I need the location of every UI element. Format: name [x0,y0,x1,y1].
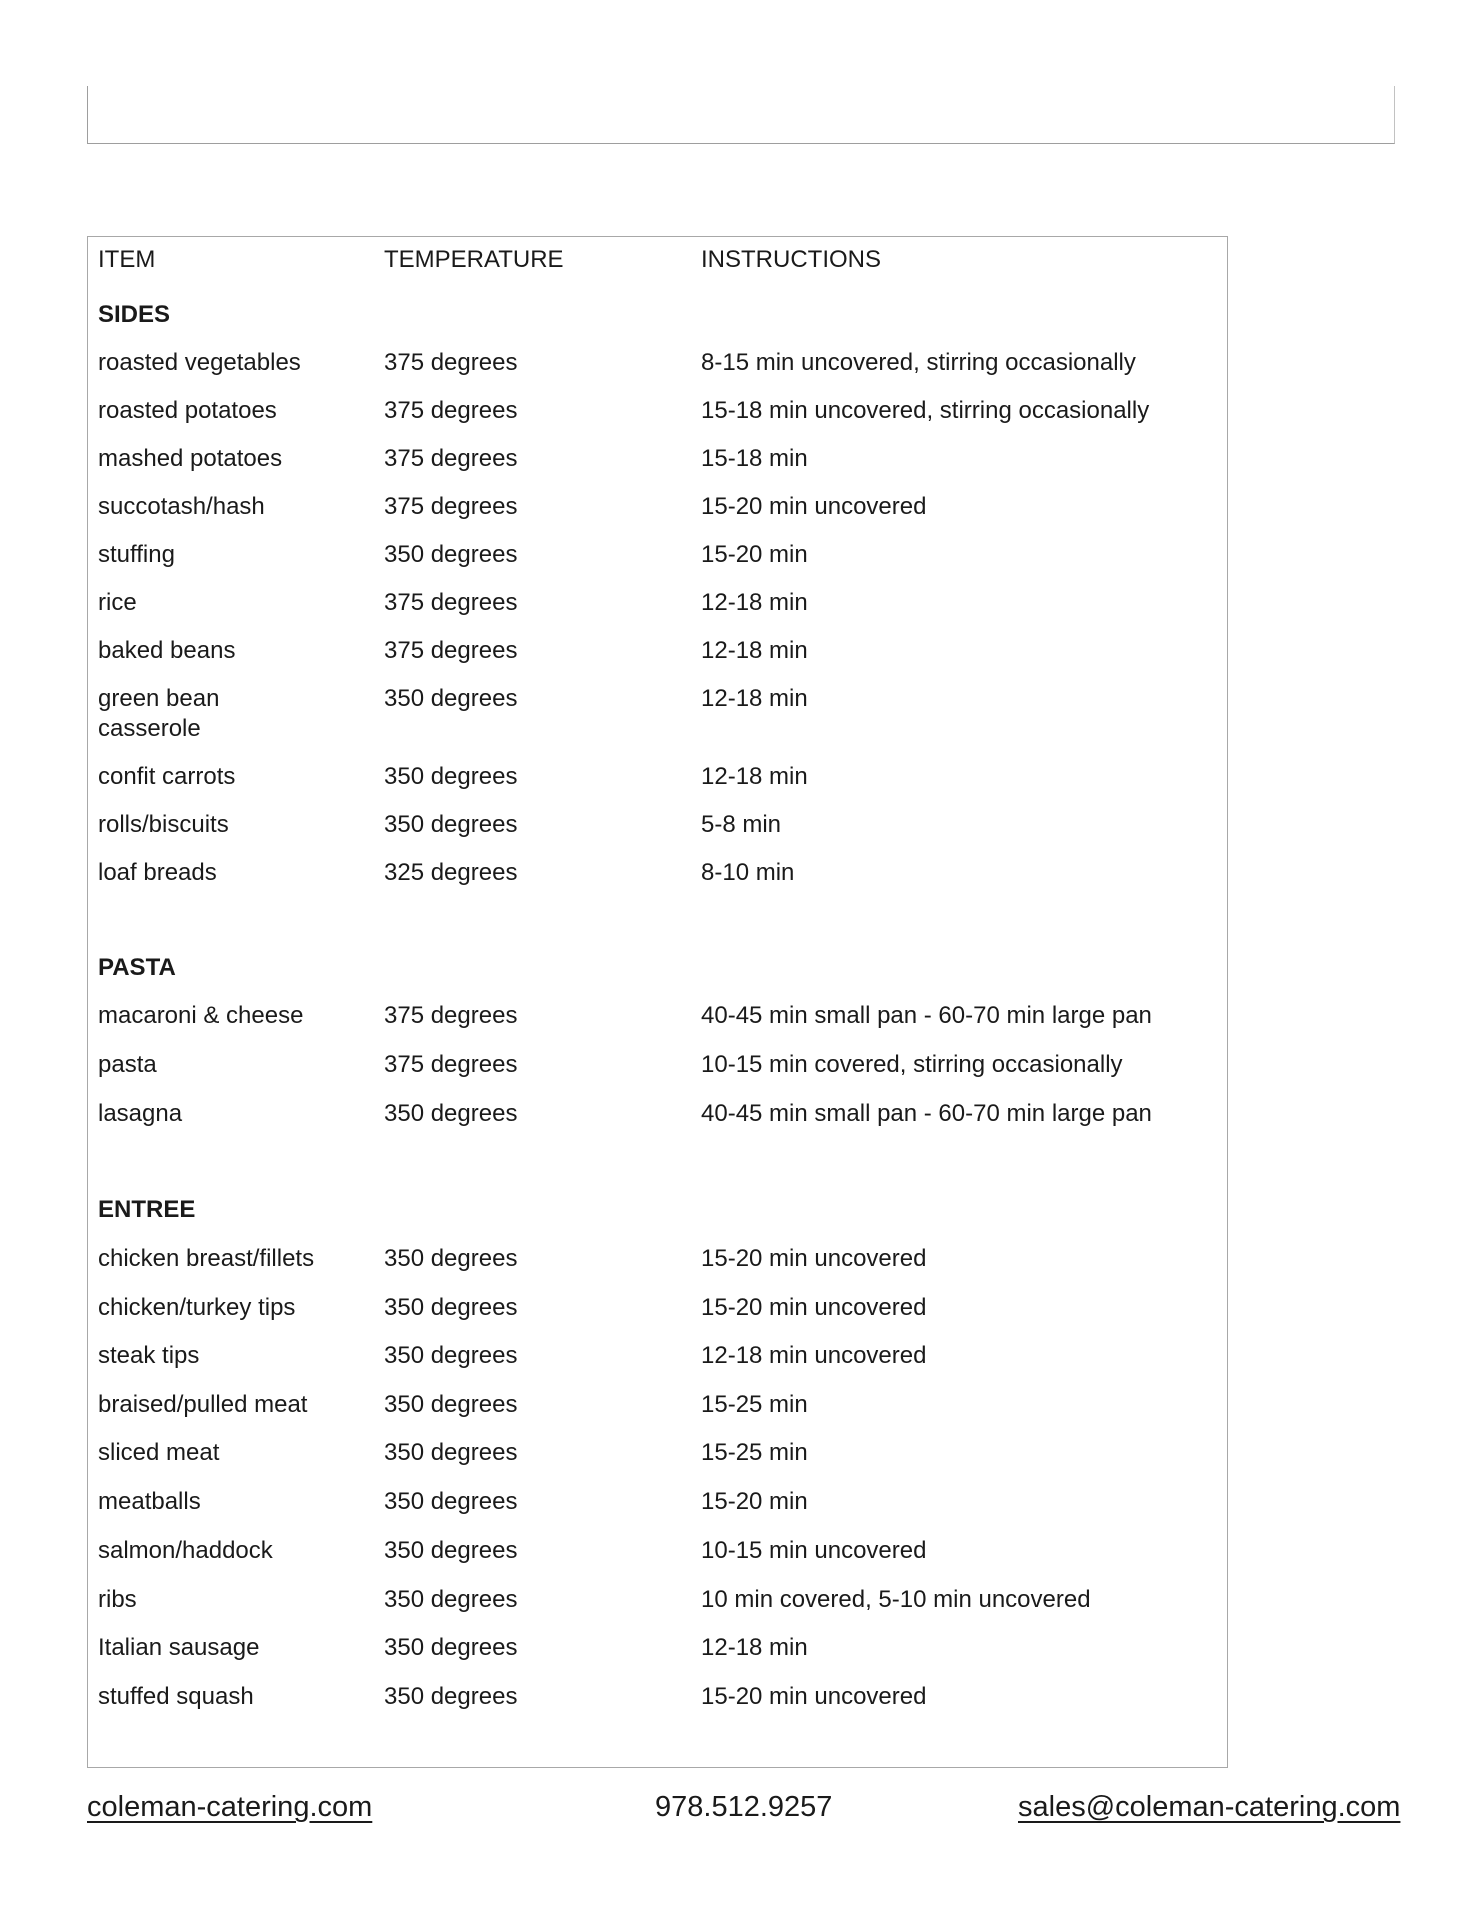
table-row-instructions: 8-10 min [701,859,795,886]
top-box [87,86,1395,144]
table-row-instructions: 12-18 min uncovered [701,1342,927,1369]
table-row-temperature: 375 degrees [384,397,518,424]
section-title-sides: SIDES [98,301,171,328]
table-row-temperature: 350 degrees [384,1683,518,1710]
table-row-temperature: 350 degrees [384,541,518,568]
table-row-instructions: 15-18 min [701,445,808,472]
table-row-item: rice [98,589,137,616]
table-row-instructions: 15-20 min [701,1488,808,1515]
table-row-temperature: 350 degrees [384,1586,518,1613]
table-row-instructions: 8-15 min uncovered, stirring occasionally [701,349,1136,376]
table-row-instructions: 12-18 min [701,763,808,790]
table-row-temperature: 350 degrees [384,1634,518,1661]
column-header-temperature: TEMPERATURE [384,246,564,273]
table-row-instructions: 15-20 min uncovered [701,1245,927,1272]
table-row-item: stuffing [98,541,175,568]
table-row-instructions: 10-15 min uncovered [701,1537,927,1564]
table-row-temperature: 350 degrees [384,1537,518,1564]
table-row-instructions: 15-25 min [701,1439,808,1466]
table-row-instructions: 15-25 min [701,1391,808,1418]
table-row-item: stuffed squash [98,1683,254,1710]
table-row-temperature: 350 degrees [384,1245,518,1272]
table-row-item: Italian sausage [98,1634,260,1661]
table-row-item: pasta [98,1051,157,1078]
table-row-temperature: 325 degrees [384,859,518,886]
table-row-item: succotash/hash [98,493,265,520]
table-row-temperature: 375 degrees [384,589,518,616]
column-header-instructions: INSTRUCTIONS [701,246,881,273]
table-row-item: green bean casserole [98,685,220,742]
section-title-entree: ENTREE [98,1196,196,1223]
table-row-temperature: 375 degrees [384,1051,518,1078]
table-row-temperature: 350 degrees [384,811,518,838]
table-row-instructions: 40-45 min small pan - 60-70 min large pan [701,1002,1152,1029]
table-row-item: mashed potatoes [98,445,283,472]
table-row-instructions: 12-18 min [701,589,808,616]
table-row-item: ribs [98,1586,137,1613]
table-row-temperature: 350 degrees [384,1100,518,1127]
table-row-temperature: 350 degrees [384,1342,518,1369]
table-row-instructions: 10 min covered, 5-10 min uncovered [701,1586,1091,1613]
table-row-item: steak tips [98,1342,200,1369]
table-row-item: chicken breast/fillets [98,1245,315,1272]
table-row-temperature: 350 degrees [384,1488,518,1515]
table-row-instructions: 15-20 min uncovered [701,493,927,520]
table-row-item: lasagna [98,1100,183,1127]
table-row-temperature: 375 degrees [384,493,518,520]
table-row-instructions: 5-8 min [701,811,782,838]
table-row-item: confit carrots [98,763,236,790]
table-row-item: roasted potatoes [98,397,277,424]
table-row-item: baked beans [98,637,236,664]
email-link[interactable]: sales@coleman-catering.com [1018,1791,1401,1823]
table-row-item: salmon/haddock [98,1537,273,1564]
table-row-item: sliced meat [98,1439,220,1466]
table-row-temperature: 350 degrees [384,763,518,790]
section-title-pasta: PASTA [98,954,176,981]
table-row-temperature: 350 degrees [384,1391,518,1418]
table-row-temperature: 375 degrees [384,1002,518,1029]
table-row-instructions: 15-20 min uncovered [701,1294,927,1321]
table-row-item: loaf breads [98,859,217,886]
table-row-temperature: 350 degrees [384,1294,518,1321]
table-row-instructions: 10-15 min covered, stirring occasionally [701,1051,1123,1078]
table-row-instructions: 40-45 min small pan - 60-70 min large pan [701,1100,1152,1127]
column-header-item: ITEM [98,246,156,273]
table-row-instructions: 12-18 min [701,1634,808,1661]
table-row-temperature: 375 degrees [384,349,518,376]
table-row-item: rolls/biscuits [98,811,229,838]
table-row-temperature: 350 degrees [384,685,518,712]
table-row-instructions: 15-20 min uncovered [701,1683,927,1710]
table-row-item: chicken/turkey tips [98,1294,296,1321]
table-row-temperature: 375 degrees [384,637,518,664]
table-row-item: roasted vegetables [98,349,301,376]
table-row-temperature: 350 degrees [384,1439,518,1466]
table-row-item: meatballs [98,1488,201,1515]
table-row-instructions: 12-18 min [701,637,808,664]
table-row-item: macaroni & cheese [98,1002,304,1029]
table-row-instructions: 15-20 min [701,541,808,568]
table-row-item: braised/pulled meat [98,1391,308,1418]
table-row-temperature: 375 degrees [384,445,518,472]
table-row-instructions: 12-18 min [701,685,808,712]
website-link[interactable]: coleman-catering.com [87,1791,373,1823]
table-row-instructions: 15-18 min uncovered, stirring occasionally [701,397,1150,424]
phone-number: 978.512.9257 [655,1791,833,1823]
